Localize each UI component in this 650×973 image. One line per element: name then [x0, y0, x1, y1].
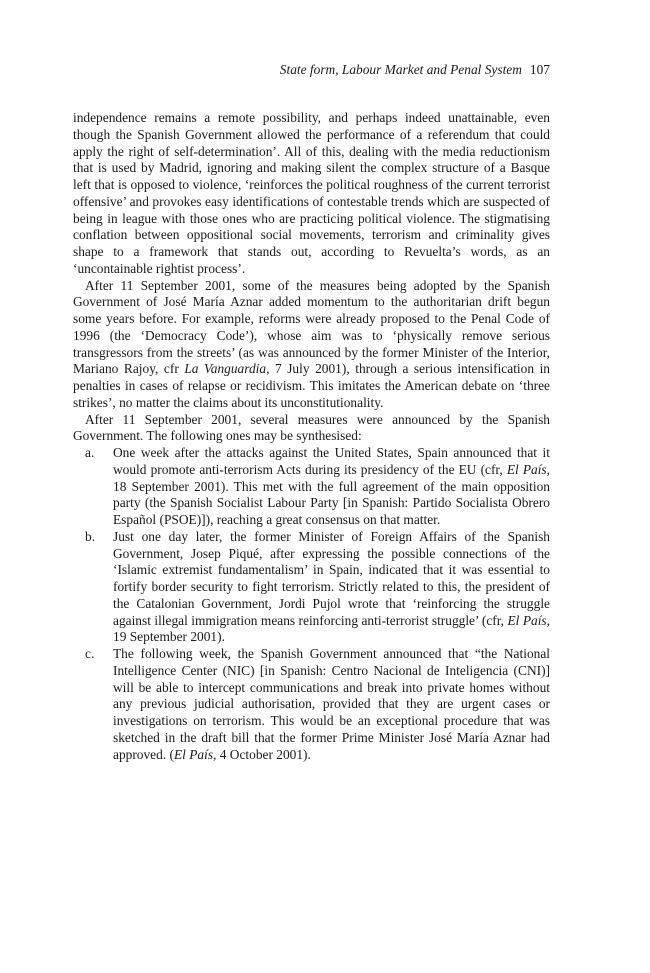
- list-marker: a.: [85, 445, 95, 460]
- list-text: The following week, the Spanish Government announced that “the National Intelligence Center (NIC) [in Spanish: Centro Nacional de Inteligencia (CNI)] will be able to intercept communications and break into private homes without any previous judicial authorisation, provided that they are urgent cases or investigations on terrorism. This would be an exceptional procedure that was sketched in the draft bill that the former Prime Minister José María Aznar had approved. (: [113, 646, 550, 762]
- list-item: [73, 646, 550, 763]
- source-citation: El País: [507, 612, 547, 628]
- paragraph-list-intro: After 11 September 2001, several measures were announced by the Spanish Government. The following ones may be synthesised:: [73, 411, 550, 444]
- list-item: [73, 529, 550, 646]
- list-marker: b.: [85, 528, 96, 544]
- list-text: , 19 September 2001).: [113, 612, 550, 645]
- list-marker: c.: [85, 646, 95, 661]
- page-number: 107: [529, 62, 550, 77]
- source-citation: El País: [173, 746, 214, 762]
- book-page: [73, 62, 550, 763]
- list-text: Just one day later, the former Minister of Foreign Affairs of the Spanish Government, Josep Piqué, after expressing the possible connections of the ‘Islamic extremist fundamentalism’ in Spain, indicated that it was essential to fortify border security to fight terrorism. Strictly related to this, the president of the Catalonian Government, Jordi Pujol wrote that ‘reinforcing the struggle against illegal immigration means reinforcing anti-terrorist struggle’ (cfr,: [113, 528, 550, 628]
- paragraph-september-measures: [73, 278, 550, 412]
- paragraph-continued: independence remains a remote possibility, and perhaps indeed unattainable, even though the Spanish Government allowed the performance of a referendum that could apply the right of self-determination’. All of this, dealing with the media reductionism that is used by Madrid, ignoring and making silent the complex structure of a Basque left that is opposed to violence, ‘reinforces the political roughness of the current terrorist offensive’ and provokes easy identifications of contestable trends which are suspected of being in league with those ones who are practicing political violence. The stigmatising conflation between oppositional social movements, terrorism and criminality gives shape to a framework that stands out, according to Revuelta’s words, as an ‘uncontainable rightist process’.: [73, 110, 550, 276]
- list-text: , 4 October 2001).: [213, 746, 311, 762]
- list-item: [73, 445, 550, 529]
- running-title: State form, Labour Market and Penal System: [279, 62, 522, 77]
- list-text: One week after the attacks against the United States, Spain announced that it would promote anti-terrorism Acts during its presidency of the EU (cfr,: [113, 445, 550, 477]
- measures-list: [73, 445, 550, 763]
- source-citation: El País: [506, 461, 547, 477]
- list-text: , 18 September 2001). This met with the full agreement of the main opposition party (the Spanish Socialist Labour Party [in Spanish: Partido Socialista Obrero Español (PSOE)]), reaching a great consensus on that matter.: [113, 461, 551, 527]
- source-citation: La Vanguardia: [184, 361, 267, 377]
- paragraph-text: , 7 July 2001), through a serious intensification in penalties in cases of relapse or recidivism. This imitates the American debate on ‘three strikes’, no matter the claims about its unconstitutionality.: [73, 361, 550, 410]
- running-header: [73, 62, 550, 82]
- paragraph-text: After 11 September 2001, some of the measures being adopted by the Spanish Government of José María Aznar added momentum to the authoritarian drift begun some years before. For example, reforms were already proposed to the Penal Code of 1996 (the ‘Democracy Code’), whose aim was to ‘physically remove serious transgressors from the streets’ (as was announced by the former Minister of the Interior, Mariano Rajoy, cfr: [73, 277, 550, 377]
